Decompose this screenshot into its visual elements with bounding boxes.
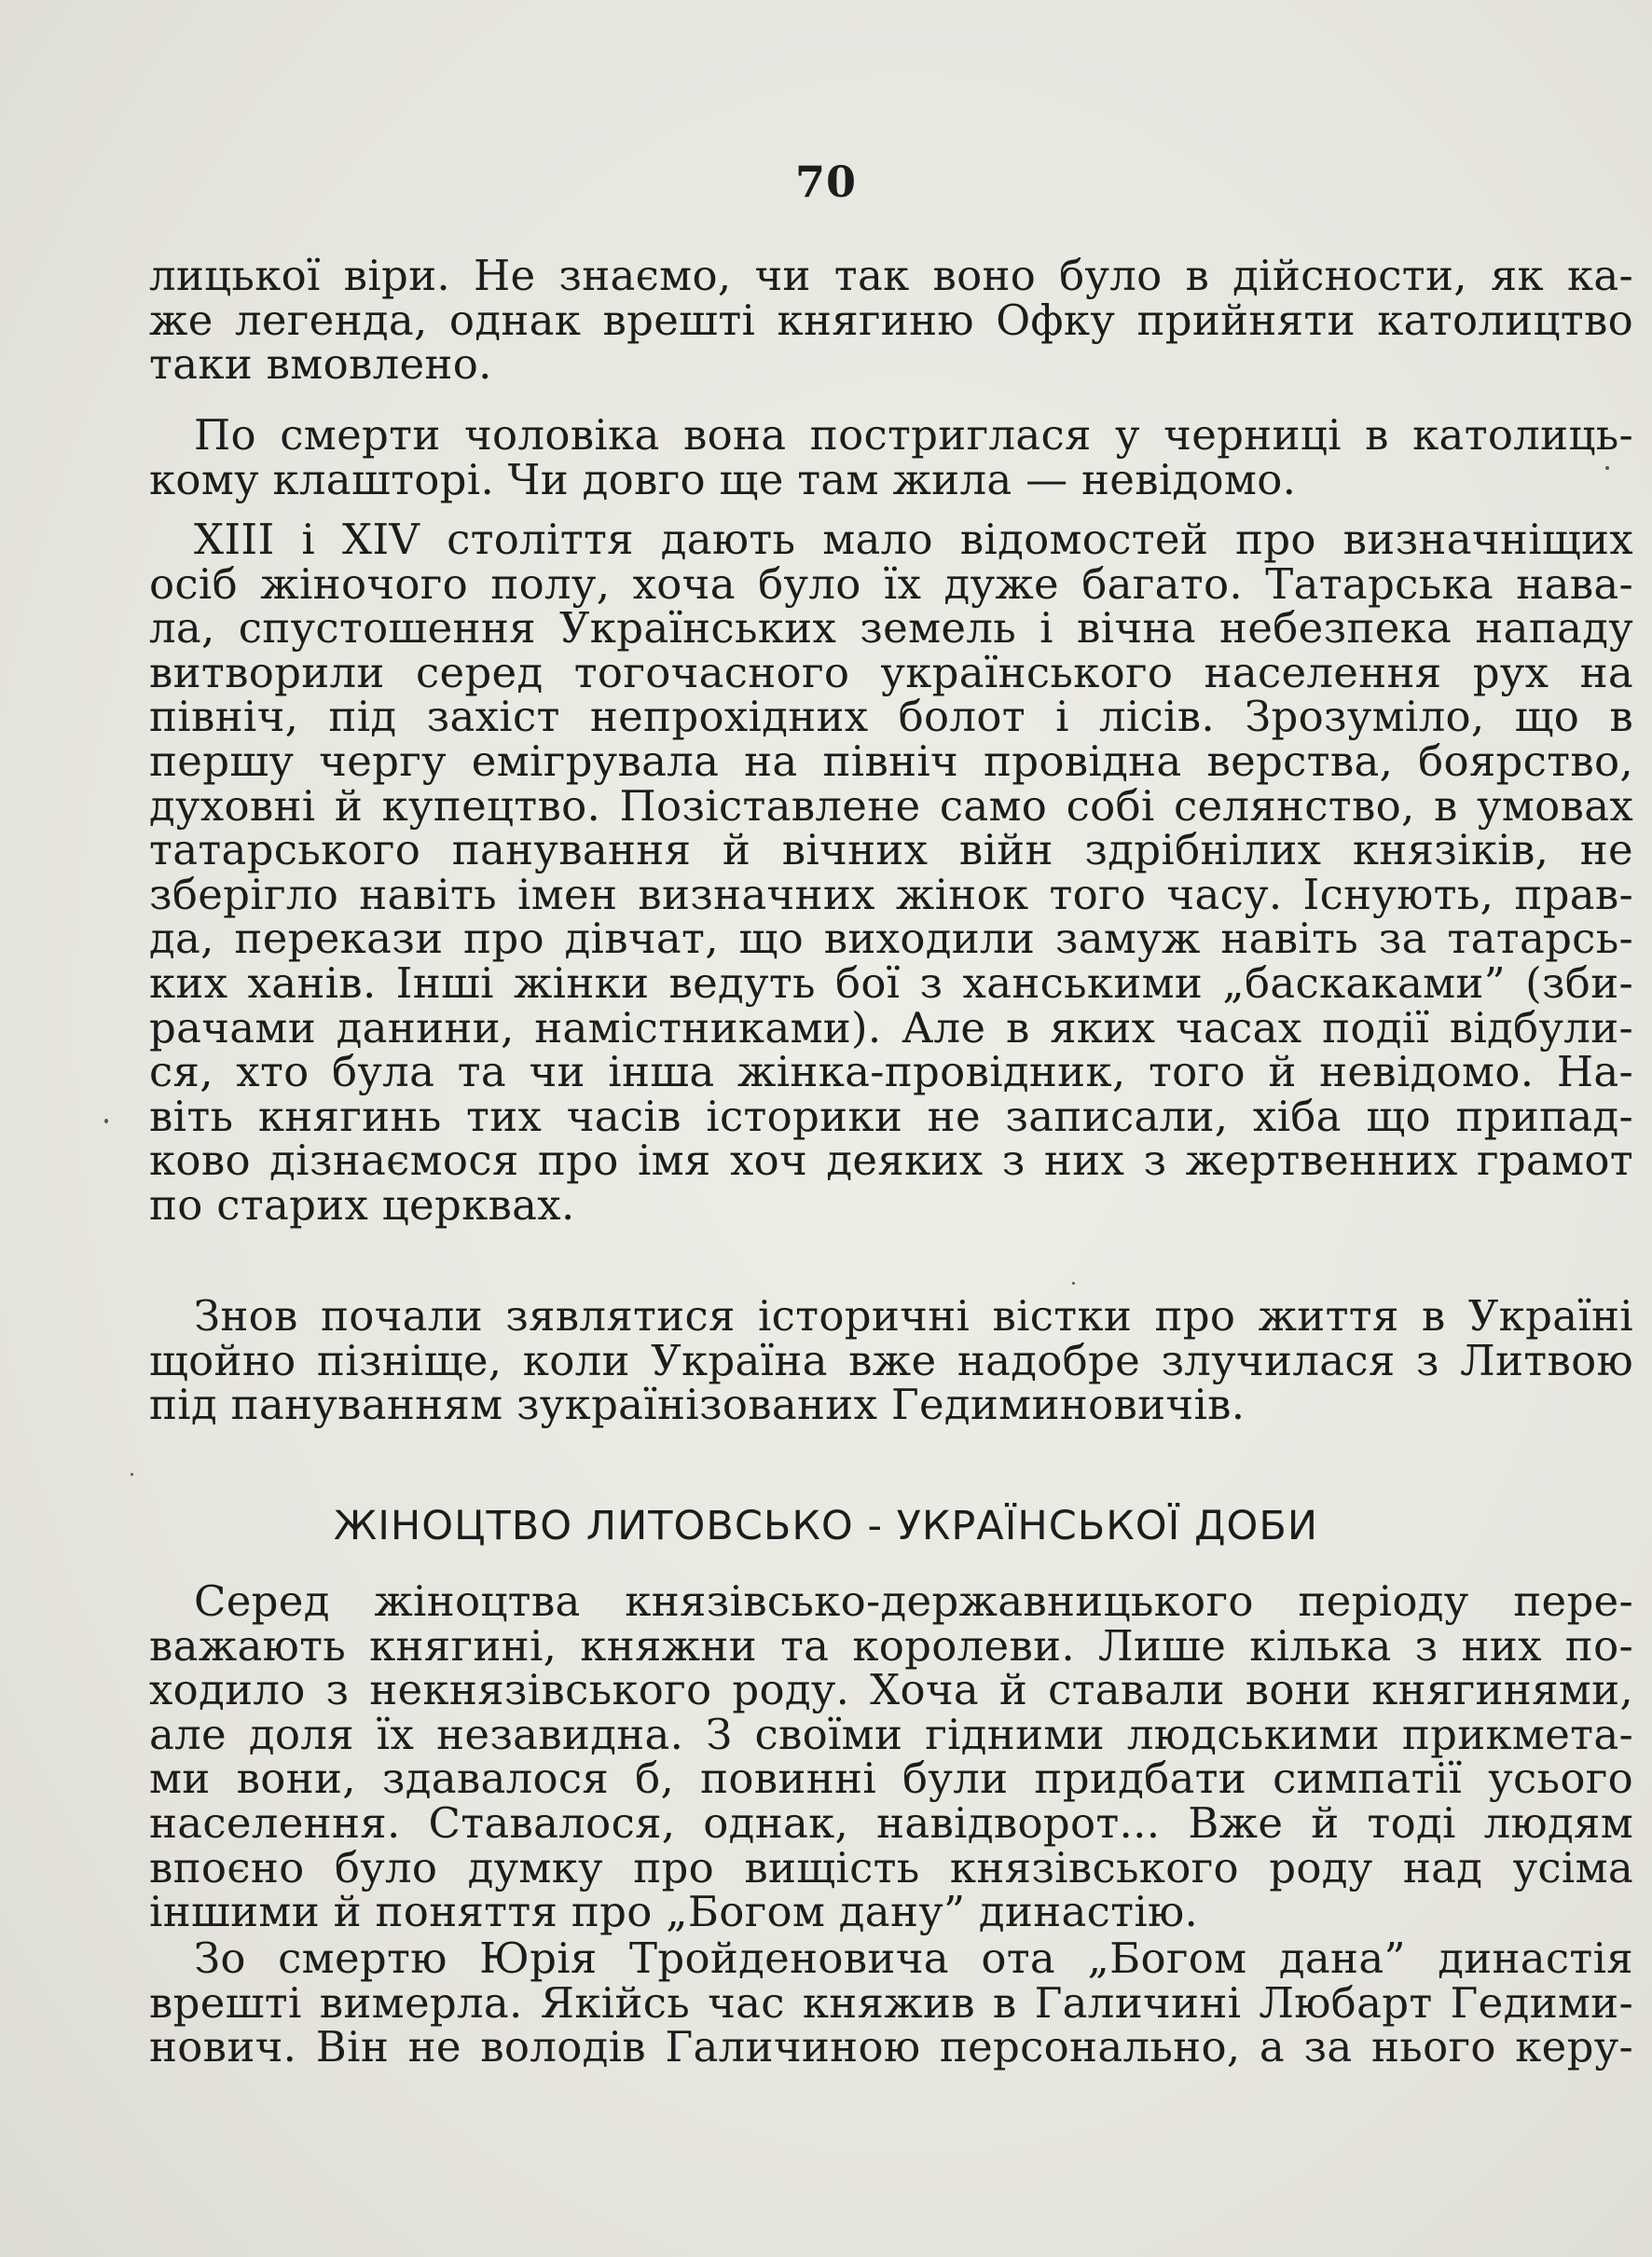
text-line: ла, спустошення Українських земель і вічна небезпека нападу xyxy=(149,603,1633,654)
text-line: але доля їх незавидна. З своїми гідними людськими прикмета- xyxy=(149,1709,1633,1759)
text-line: же легенда, однак врешті княгиню Офку прийняти католицтво xyxy=(149,295,1633,345)
text-line: Знов почали зявлятися історичні вістки про життя в Україні xyxy=(194,1291,1633,1341)
text-line: впоєно було думку про вищість князівського роду над усіма xyxy=(149,1842,1633,1892)
text-line: першу чергу емігрувала на північ провідна верства, боярство, xyxy=(149,736,1633,786)
text-line: татарського панування й вічних війн здрібнілих князіків, не xyxy=(149,825,1633,875)
text-line: лицької віри. Не знаємо, чи так воно було в дійсности, як ка- xyxy=(149,251,1633,300)
paragraph-4 xyxy=(149,1291,1633,1430)
text-line: віть княгинь тих часів історики не записали, хіба що припад- xyxy=(149,1091,1633,1141)
text-line: таки вмовлено. xyxy=(149,339,492,390)
text-line: ся, хто була та чи інша жінка-провідник, того й невідомо. На- xyxy=(149,1047,1633,1097)
text-line: По смерти чоловіка вона постриглася у черниці в католиць- xyxy=(194,410,1633,460)
text-line: Зо смертю Юрія Тройденовича ота „Богом дана” династія xyxy=(194,1934,1633,1983)
text-line: північ, під захіст непрохідних болот і лісів. Зрозуміло, що в xyxy=(149,692,1633,742)
paper-speck xyxy=(1605,466,1609,470)
text-line: іншими й поняття про „Богом дану” династію. xyxy=(149,1887,1199,1937)
text-line: ково дізнаємося про імя хоч деяких з них з жертвенних грамот xyxy=(149,1135,1633,1186)
paragraph-1 xyxy=(149,251,1633,390)
text-line: зберігло навіть імен визначних жінок того часу. Існують, прав- xyxy=(149,869,1633,919)
paragraph-6 xyxy=(149,1936,1633,2070)
section-heading: ЖІНОЦТВО ЛИТОВСЬКО - УКРАЇНСЬКОЇ ДОБИ xyxy=(333,1503,1319,1549)
paper-speck xyxy=(1072,1282,1075,1285)
text-line: ходило з некнязівського роду. Хоча й ставали вони княгинями, xyxy=(149,1665,1633,1715)
paper-speck xyxy=(104,1119,108,1123)
text-line: XIII і XIV століття дають мало відомостей про визначніщих xyxy=(194,515,1633,564)
paragraph-5 xyxy=(149,1576,1633,1937)
text-line: під пануванням зукраїнізованих Гедиминовичів. xyxy=(149,1380,1246,1430)
text-line: ми вони, здавалося б, повинні були придбати симпатії усього xyxy=(149,1754,1633,1804)
text-line: осіб жіночого полу, хоча було їх дуже багато. Татарська нава- xyxy=(149,558,1633,609)
text-line: врешті вимерла. Якійсь час княжив в Галичині Любарт Гедими- xyxy=(149,1977,1633,2028)
text-line: кому клашторі. Чи довго ще там жила — невідомо. xyxy=(149,454,1297,504)
text-line: рачами данини, намістниками). Але в яких часах події відбули- xyxy=(149,1002,1633,1053)
text-line: по старих церквах. xyxy=(149,1179,575,1230)
text-line: щойно пізніще, коли Україна вже надобре злучилася з Литвою xyxy=(149,1335,1633,1385)
text-line: ких ханів. Інші жінки ведуть бої з ханськими „баскаками” (зби- xyxy=(149,957,1633,1008)
page-number: 70 xyxy=(794,157,857,207)
text-line: духовні й купецтво. Позіставлене само собі селянство, в умовах xyxy=(149,780,1633,831)
text-line: витворили серед тогочасного українського населення рух на xyxy=(149,647,1633,697)
paper-speck xyxy=(131,1473,133,1476)
text-line: населення. Ставалося, однак, навідворот... Вже й тоді людям xyxy=(149,1797,1633,1848)
text-line: нович. Він не володів Галичиною персонально, а за нього керу- xyxy=(149,2022,1633,2072)
text-line: Серед жіноцтва князівсько-державницького періоду пере- xyxy=(194,1576,1633,1626)
text-line: важають княгині, княжни та королеви. Лише кілька з них по- xyxy=(149,1620,1633,1671)
paragraph-3 xyxy=(149,517,1633,1228)
text-line: да, перекази про дівчат, що виходили замуж навіть за татарсь- xyxy=(149,914,1633,964)
paragraph-2 xyxy=(149,410,1633,504)
